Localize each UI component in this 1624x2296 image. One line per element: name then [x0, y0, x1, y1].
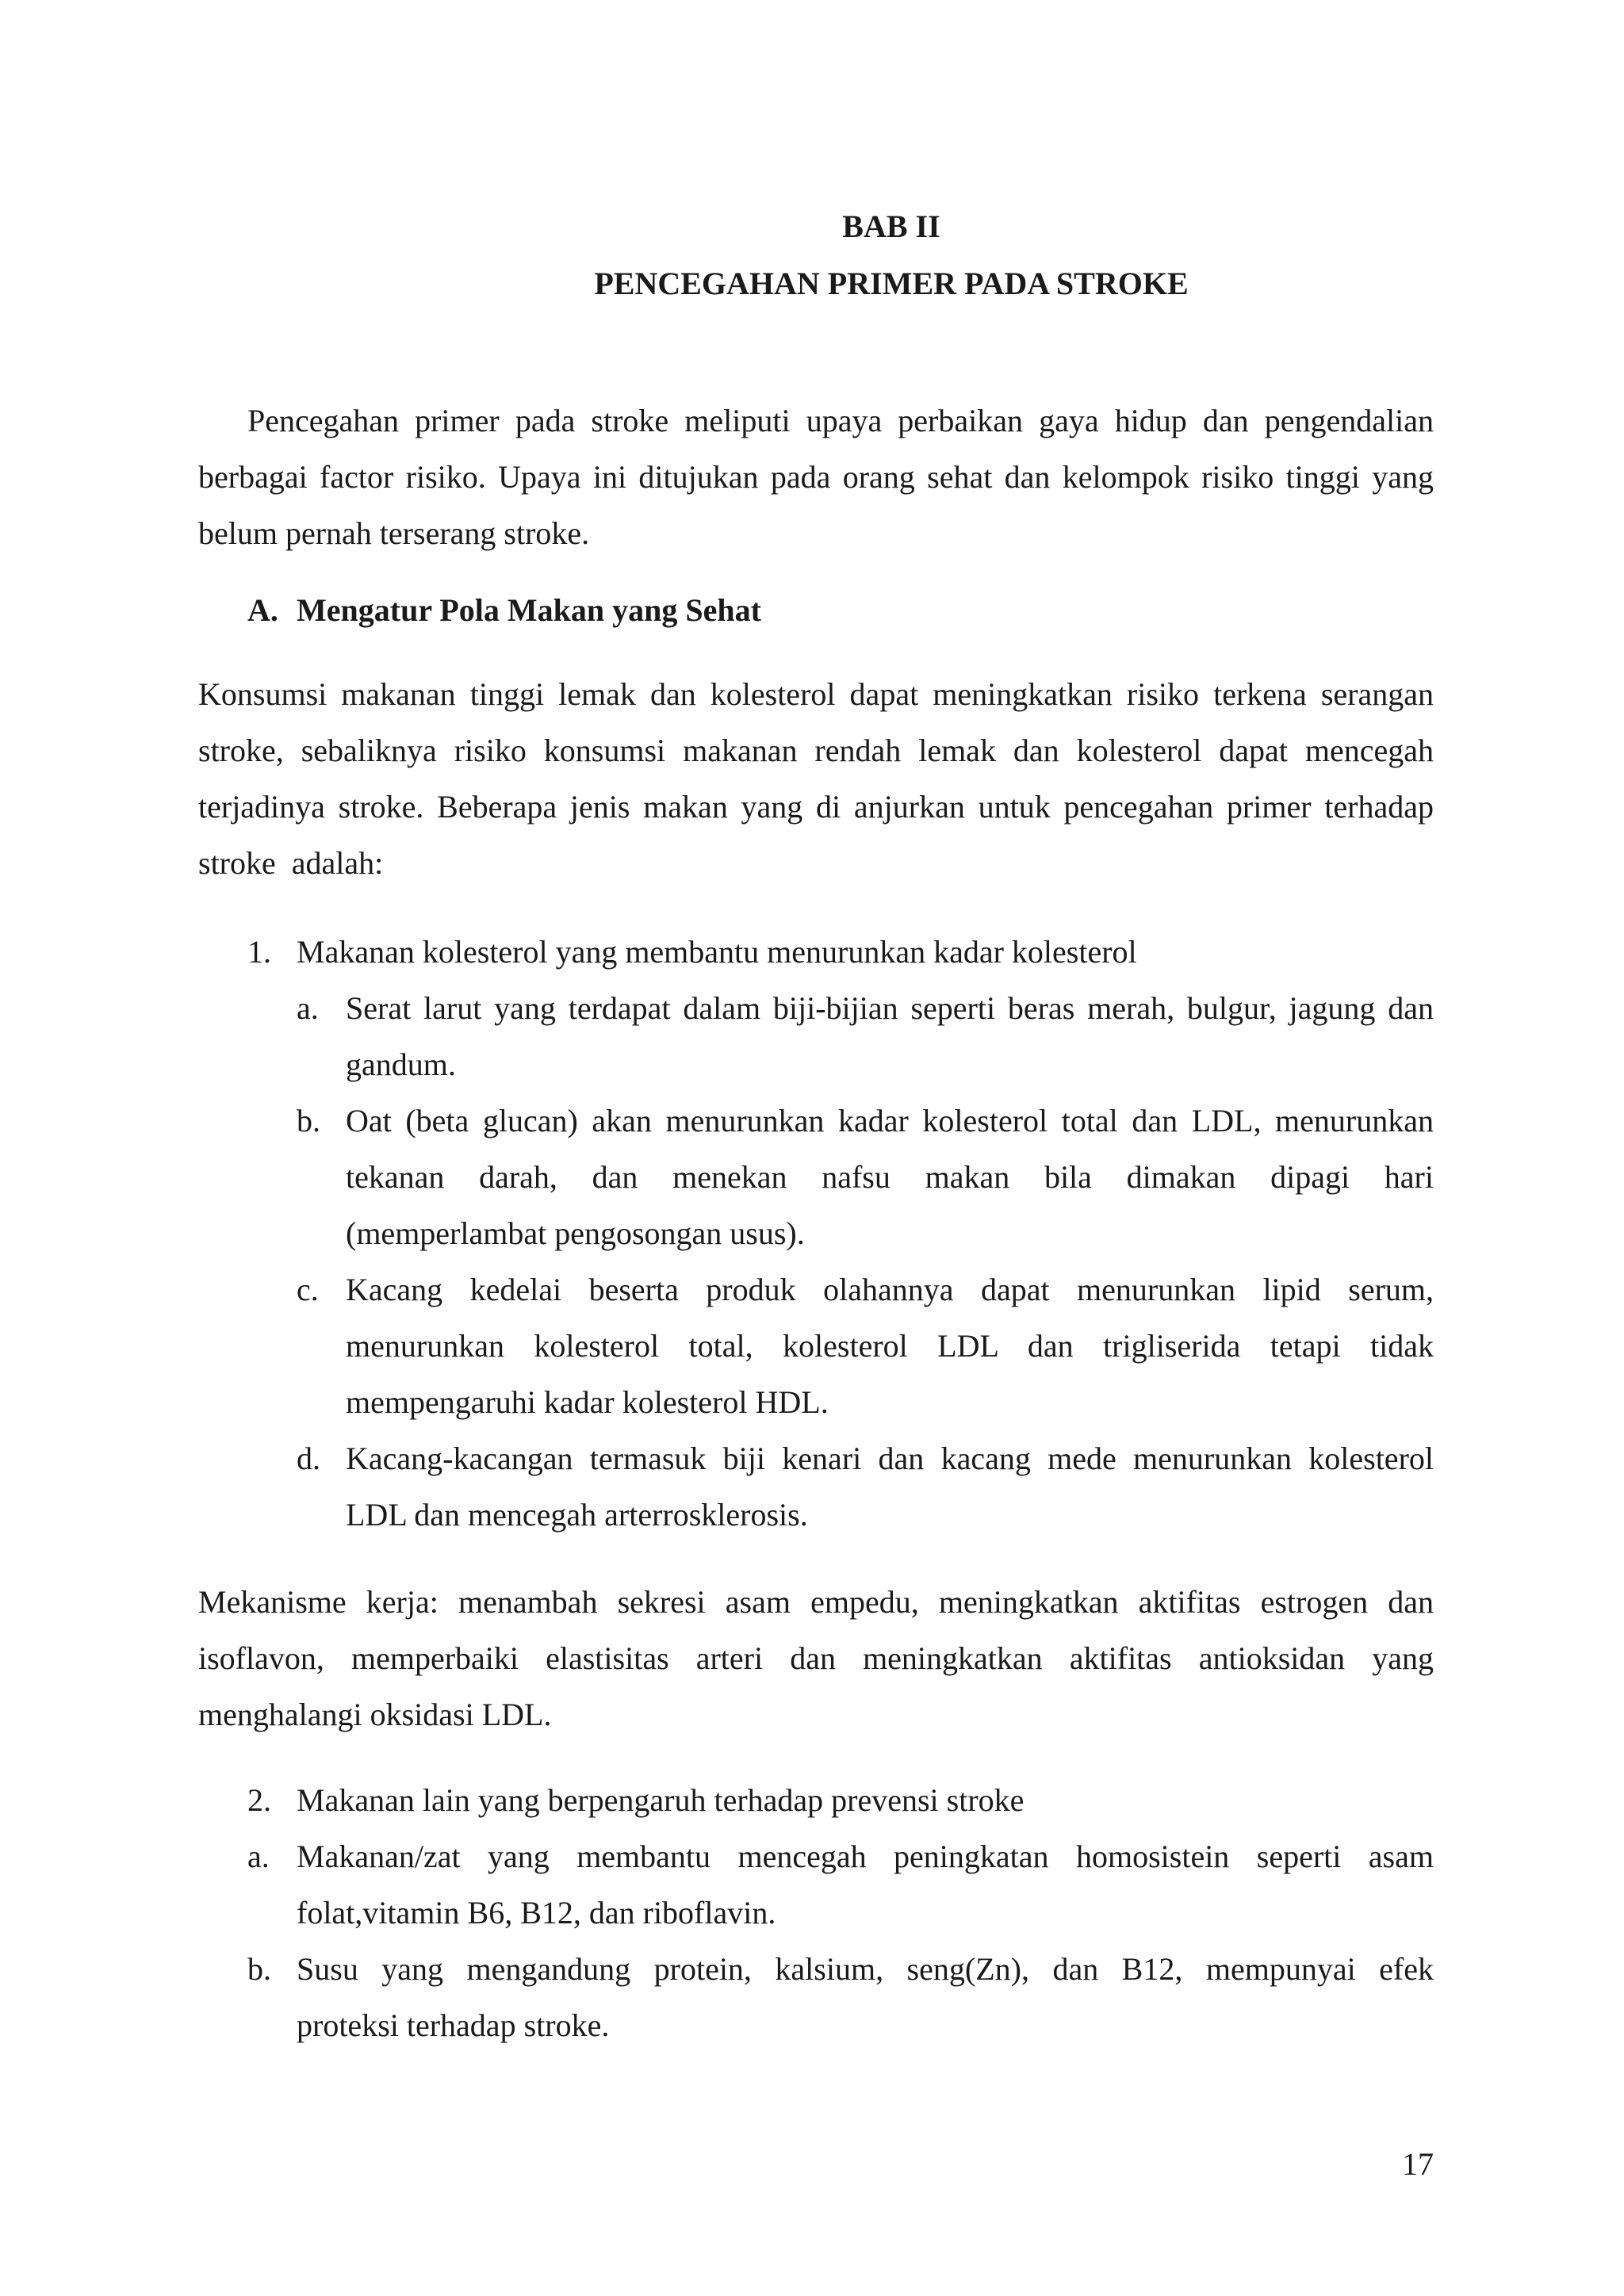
body-paragraph-2	[198, 666, 1434, 891]
intro-paragraph	[198, 392, 1434, 561]
sub-list-line: LDL dan mencegah arterrosklerosis.	[346, 1497, 808, 1533]
sub-list-line: Oat (beta glucan) akan menurunkan kadar kolesterol total dan LDL, menurunkan	[346, 1103, 1434, 1138]
sub-list-marker: d.	[297, 1441, 320, 1476]
sub-list-line: (memperlambat pengosongan usus).	[346, 1215, 805, 1251]
sub-list-item	[198, 980, 1434, 1093]
sub-list-item	[198, 1828, 1434, 1941]
sub-list-marker: a.	[297, 990, 319, 1026]
paragraph-line: isoflavon, memperbaiki elastisitas arteri dan meningkatkan aktifitas antioksidan yang	[198, 1640, 1434, 1676]
sub-list-marker: b.	[247, 1951, 271, 1987]
list-marker: 2.	[247, 1782, 271, 1818]
sub-list-marker: b.	[297, 1103, 320, 1138]
paragraph-line: Konsumsi makanan tinggi lemak dan kolesterol dapat meningkatkan risiko terkena serangan	[198, 676, 1434, 712]
body-paragraph-3	[198, 1574, 1434, 1743]
sub-list-line: Kacang kedelai beserta produk olahannya dapat menurunkan lipid serum,	[346, 1272, 1434, 1307]
list-marker: 1.	[247, 934, 271, 970]
sub-list-line: Kacang-kacangan termasuk biji kenari dan kacang mede menurunkan kolesterol	[346, 1441, 1434, 1476]
sub-list-line: folat,vitamin B6, B12, dan riboflavin.	[297, 1895, 776, 1931]
numbered-list-2	[198, 1772, 1434, 2053]
sub-list-line: tekanan darah, dan menekan nafsu makan bila dimakan dipagi hari	[346, 1159, 1434, 1195]
sub-list-line: proteksi terhadap stroke.	[297, 2007, 610, 2043]
sub-list-line: Susu yang mengandung protein, kalsium, seng(Zn), dan B12, mempunyai efek	[297, 1951, 1434, 1987]
paragraph-line: Mekanisme kerja: menambah sekresi asam empedu, meningkatkan aktifitas estrogen dan	[198, 1584, 1434, 1620]
chapter-heading	[0, 198, 1624, 312]
sub-list-item	[198, 1941, 1434, 2053]
sub-list-line: mempengaruhi kadar kolesterol HDL.	[346, 1384, 829, 1420]
sub-list-marker: a.	[247, 1839, 270, 1874]
list-item-text: Makanan kolesterol yang membantu menurunkan kadar kolesterol	[297, 934, 1137, 970]
sub-list-item	[198, 1093, 1434, 1261]
sub-list-line: Serat larut yang terdapat dalam biji-bijian seperti beras merah, bulgur, jagung dan	[346, 990, 1434, 1026]
chapter-title: PENCEGAHAN PRIMER PADA STROKE	[594, 266, 1189, 301]
section-marker: A.	[247, 592, 278, 628]
section-heading-a	[247, 587, 761, 634]
numbered-list-1	[198, 924, 1434, 1543]
sub-list-item	[198, 1430, 1434, 1543]
sub-list-item	[198, 1261, 1434, 1430]
sub-list-marker: c.	[297, 1272, 319, 1307]
paragraph-line: terjadinya stroke. Beberapa jenis makan yang di anjurkan untuk pencegahan primer terhadap	[198, 789, 1434, 825]
paragraph-line: stroke adalah:	[198, 845, 384, 881]
list-item	[198, 1772, 1434, 1828]
list-item	[198, 924, 1434, 980]
paragraph-line: berbagai factor risiko. Upaya ini ditujukan pada orang sehat dan kelompok risiko tinggi yang	[198, 459, 1434, 495]
sub-list-line: Makanan/zat yang membantu mencegah peningkatan homosistein seperti asam	[297, 1839, 1434, 1874]
list-item-text: Makanan lain yang berpengaruh terhadap prevensi stroke	[297, 1782, 1025, 1818]
page-number: 17	[1402, 2146, 1434, 2182]
paragraph-line: belum pernah terserang stroke.	[198, 515, 590, 551]
section-title: Mengatur Pola Makan yang Sehat	[297, 592, 761, 628]
paragraph-line: menghalangi oksidasi LDL.	[198, 1697, 552, 1732]
sub-list-line: gandum.	[346, 1047, 456, 1082]
chapter-label: BAB II	[842, 209, 940, 244]
sub-list-line: menurunkan kolesterol total, kolesterol LDL dan trigliserida tetapi tidak	[346, 1328, 1434, 1364]
paragraph-line: stroke, sebaliknya risiko konsumsi makanan rendah lemak dan kolesterol dapat mencegah	[198, 733, 1434, 768]
paragraph-line: Pencegahan primer pada stroke meliputi upaya perbaikan gaya hidup dan pengendalian	[247, 403, 1434, 438]
